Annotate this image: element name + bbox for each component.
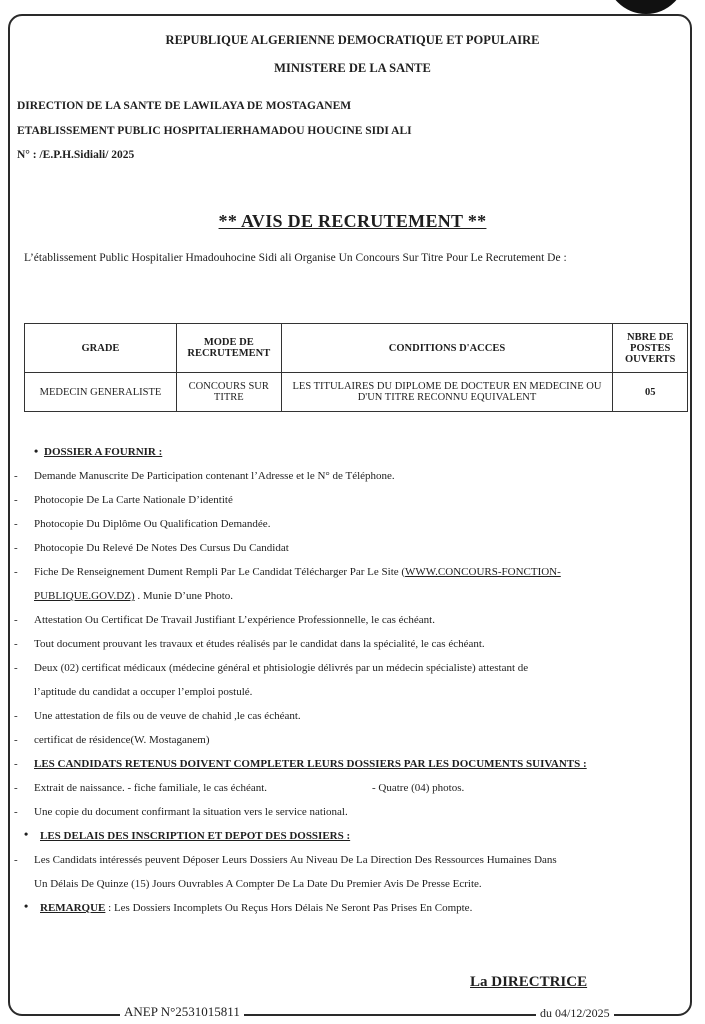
corner-blob — [606, 0, 686, 14]
ministry-header: MINISTERE DE LA SANTE — [274, 61, 431, 75]
col-postes-header: NBRE DE POSTES OUVERTS — [613, 324, 688, 373]
dash-marker: - — [14, 710, 18, 722]
signature-title: La DIRECTRICE — [470, 974, 588, 990]
list-item-text: Fiche De Renseignement Dument Rempli Par Le Candidat Télécharger Par Le Site ( — [34, 566, 406, 578]
bullet-delais: • — [24, 827, 29, 841]
dash-marker: - — [14, 854, 18, 866]
dash-marker: - — [14, 518, 18, 530]
list-item: Photocopie Du Relevé De Notes Des Cursus Du Candidat — [34, 542, 289, 554]
list-item: Une copie du document confirmant la situation vers le service national. — [34, 806, 348, 818]
dossier-heading: DOSSIER A FOURNIR : — [44, 446, 163, 458]
bullet-remarque: • — [24, 899, 29, 913]
list-item: certificat de résidence(W. Mostaganem) — [34, 734, 210, 746]
table-row — [25, 373, 688, 412]
cell-grade: MEDECIN GENERALISTE — [25, 373, 177, 412]
retenus-heading: LES CANDIDATS RETENUS DOIVENT COMPLETER LEURS DOSSIERS PAR LES DOCUMENTS SUIVANTS : — [34, 758, 587, 770]
col-mode-header: MODE DE RECRUTEMENT — [176, 324, 281, 373]
remarque-text: : Les Dossiers Incomplets Ou Reçus Hors Délais Ne Seront Pas Prises En Compte. — [105, 902, 473, 914]
dash-marker: - — [14, 782, 18, 794]
dash-marker: - — [14, 662, 18, 674]
remarque-label: REMARQUE — [40, 902, 106, 914]
list-item-continuation: Un Délais De Quinze (15) Jours Ouvrables A Compter De La Date Du Premier Avis De Presse Ecrite. — [34, 878, 482, 890]
dash-marker: - — [14, 758, 18, 770]
reference-line: N° : /E.P.H.Sidiali/ 2025 — [17, 149, 135, 161]
recruitment-table — [24, 323, 688, 412]
site-link[interactable]: WWW.CONCOURS-FONCTION- — [405, 566, 561, 578]
dash-marker: - — [14, 542, 18, 554]
dash-marker: - — [14, 734, 18, 746]
bullet-dossier: • — [34, 444, 39, 458]
dash-marker: - — [14, 806, 18, 818]
list-item-continuation: l’aptitude du candidat a occuper l’emploi postulé. — [34, 686, 253, 698]
dash-marker: - — [14, 566, 18, 578]
delais-heading: LES DELAIS DES INSCRIPTION ET DEPOT DES DOSSIERS : — [40, 830, 351, 842]
cell-mode: CONCOURS SUR TITRE — [176, 373, 281, 412]
dash-marker: - — [14, 470, 18, 482]
photo-suffix: . Munie D’une Photo. — [134, 590, 234, 602]
remarque-line — [40, 902, 472, 914]
cell-conditions: LES TITULAIRES DU DIPLOME DE DOCTEUR EN MEDECINE OU D'UN TITRE RECONNU EQUIVALENT — [281, 373, 613, 412]
dash-marker: - — [14, 614, 18, 626]
list-item: Photocopie De La Carte Nationale D’identité — [34, 494, 233, 506]
list-item: Une attestation de fils ou de veuve de chahid ,le cas échéant. — [34, 710, 301, 722]
list-item — [34, 566, 561, 578]
col-grade-header: GRADE — [25, 324, 177, 373]
col-conditions-header: CONDITIONS D'ACCES — [281, 324, 613, 373]
establishment-line: ETABLISSEMENT PUBLIC HOSPITALIERHAMADOU HOUCINE SIDI ALI — [17, 125, 412, 137]
list-item: Demande Manuscrite De Participation contenant l’Adresse et le N° de Téléphone. — [34, 470, 395, 482]
list-item: Deux (02) certificat médicaux (médecine général et phtisiologie délivrés par un médecin spécialiste) attestant de — [34, 662, 529, 674]
dash-marker: - — [14, 494, 18, 506]
cell-postes: 05 — [613, 373, 688, 412]
republic-header: REPUBLIQUE ALGERIENNE DEMOCRATIQUE ET POPULAIRE — [165, 33, 540, 47]
list-item: Extrait de naissance. - fiche familiale, le cas échéant. — [34, 782, 268, 794]
intro-paragraph: L’établissement Public Hospitalier Hmadouhocine Sidi ali Organise Un Concours Sur Titre Pour Le Recrutement De : — [24, 252, 567, 264]
site-link-end[interactable]: PUBLIQUE.GOV.DZ) — [34, 590, 135, 602]
list-item: Les Candidats intéressés peuvent Déposer Leurs Dossiers Au Niveau De La Direction Des Ressources Humaines Dans — [34, 854, 557, 866]
publication-date: du 04/12/2025 — [536, 1006, 614, 1021]
list-item: - Quatre (04) photos. — [372, 782, 465, 794]
list-item: Attestation Ou Certificat De Travail Justifiant L’expérience Professionnelle, le cas échéant. — [34, 614, 435, 626]
page-title: ** AVIS DE RECRUTEMENT ** — [218, 211, 487, 231]
list-item: Photocopie Du Diplôme Ou Qualification Demandée. — [34, 518, 271, 530]
direction-line: DIRECTION DE LA SANTE DE LAWILAYA DE MOSTAGANEM — [17, 100, 352, 112]
list-item: Tout document prouvant les travaux et études réalisés par le candidat dans la spécialité, le cas échéant. — [34, 638, 485, 650]
anep-number: ANEP N°2531015811 — [120, 1004, 244, 1020]
list-item-continuation — [34, 590, 233, 602]
dash-marker: - — [14, 638, 18, 650]
